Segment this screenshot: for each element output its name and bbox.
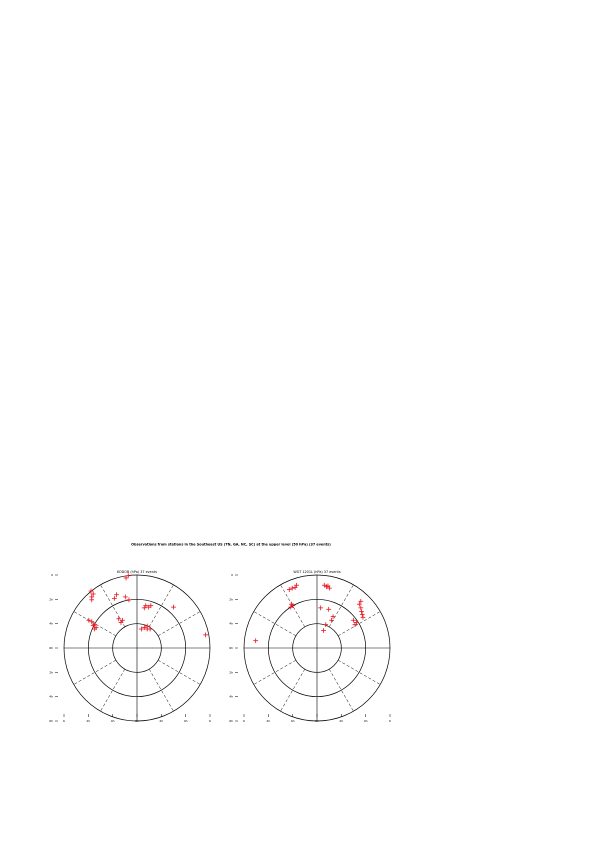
x-tick-label: 4h: [110, 719, 115, 723]
x-tick-label: 6h: [315, 719, 319, 723]
data-point: [114, 592, 119, 597]
y-tick-label: 2h: [229, 670, 233, 675]
data-point: [351, 618, 356, 623]
x-tick-label: 6: [389, 719, 391, 723]
x-tick-label: 6: [243, 719, 245, 723]
y-tick-label: 4h: [229, 694, 233, 699]
data-point: [127, 597, 132, 602]
x-tick-label: 4h: [183, 719, 188, 723]
x-tick-label: 2h: [86, 719, 91, 723]
data-point: [321, 628, 326, 633]
data-point: [253, 638, 258, 643]
panel-title: WGT 1201L (hPa) 37 events: [293, 570, 341, 574]
figure-title: Observations from stations in the Southeast US (TN, GA, NC, SC) at the upper level (50 hPa) (37 events): [131, 542, 331, 547]
y-tick-label: 4h: [229, 621, 233, 626]
data-point: [112, 596, 117, 601]
data-point: [326, 607, 331, 612]
y-tick-label: 0: [51, 573, 53, 577]
y-tick-label: 6h: [49, 719, 53, 723]
data-point: [89, 597, 94, 602]
data-point: [148, 627, 153, 632]
x-tick-label: 6h: [135, 719, 139, 723]
y-tick-label: 2h: [49, 597, 53, 602]
polar-panel-right: [229, 570, 391, 723]
x-tick-label: 6: [209, 719, 211, 723]
data-point: [171, 605, 176, 610]
data-point: [126, 573, 131, 578]
x-tick-label: 2h: [266, 719, 271, 723]
y-tick-label: 6h: [229, 646, 233, 650]
x-tick-label: 4h: [290, 719, 295, 723]
panel-title: KODOB (hPa) 37 events: [116, 570, 158, 574]
data-point: [318, 605, 323, 610]
y-tick-label: 4h: [49, 694, 53, 699]
y-tick-label: 4h: [49, 621, 53, 626]
data-point: [359, 609, 364, 614]
data-point: [360, 612, 365, 617]
x-tick-label: 4h: [363, 719, 368, 723]
x-tick-label: 2h: [159, 719, 164, 723]
data-point: [203, 632, 208, 637]
y-tick-label: 2h: [49, 670, 53, 675]
x-tick-label: 6: [63, 719, 65, 723]
data-point: [123, 595, 128, 600]
y-tick-label: 6h: [49, 646, 53, 650]
y-tick-label: 0: [231, 573, 233, 577]
y-tick-label: 2h: [229, 597, 233, 602]
polar-panel-left: [49, 570, 211, 723]
y-tick-label: 6h: [229, 719, 233, 723]
x-tick-label: 2h: [339, 719, 344, 723]
data-point: [361, 615, 366, 620]
